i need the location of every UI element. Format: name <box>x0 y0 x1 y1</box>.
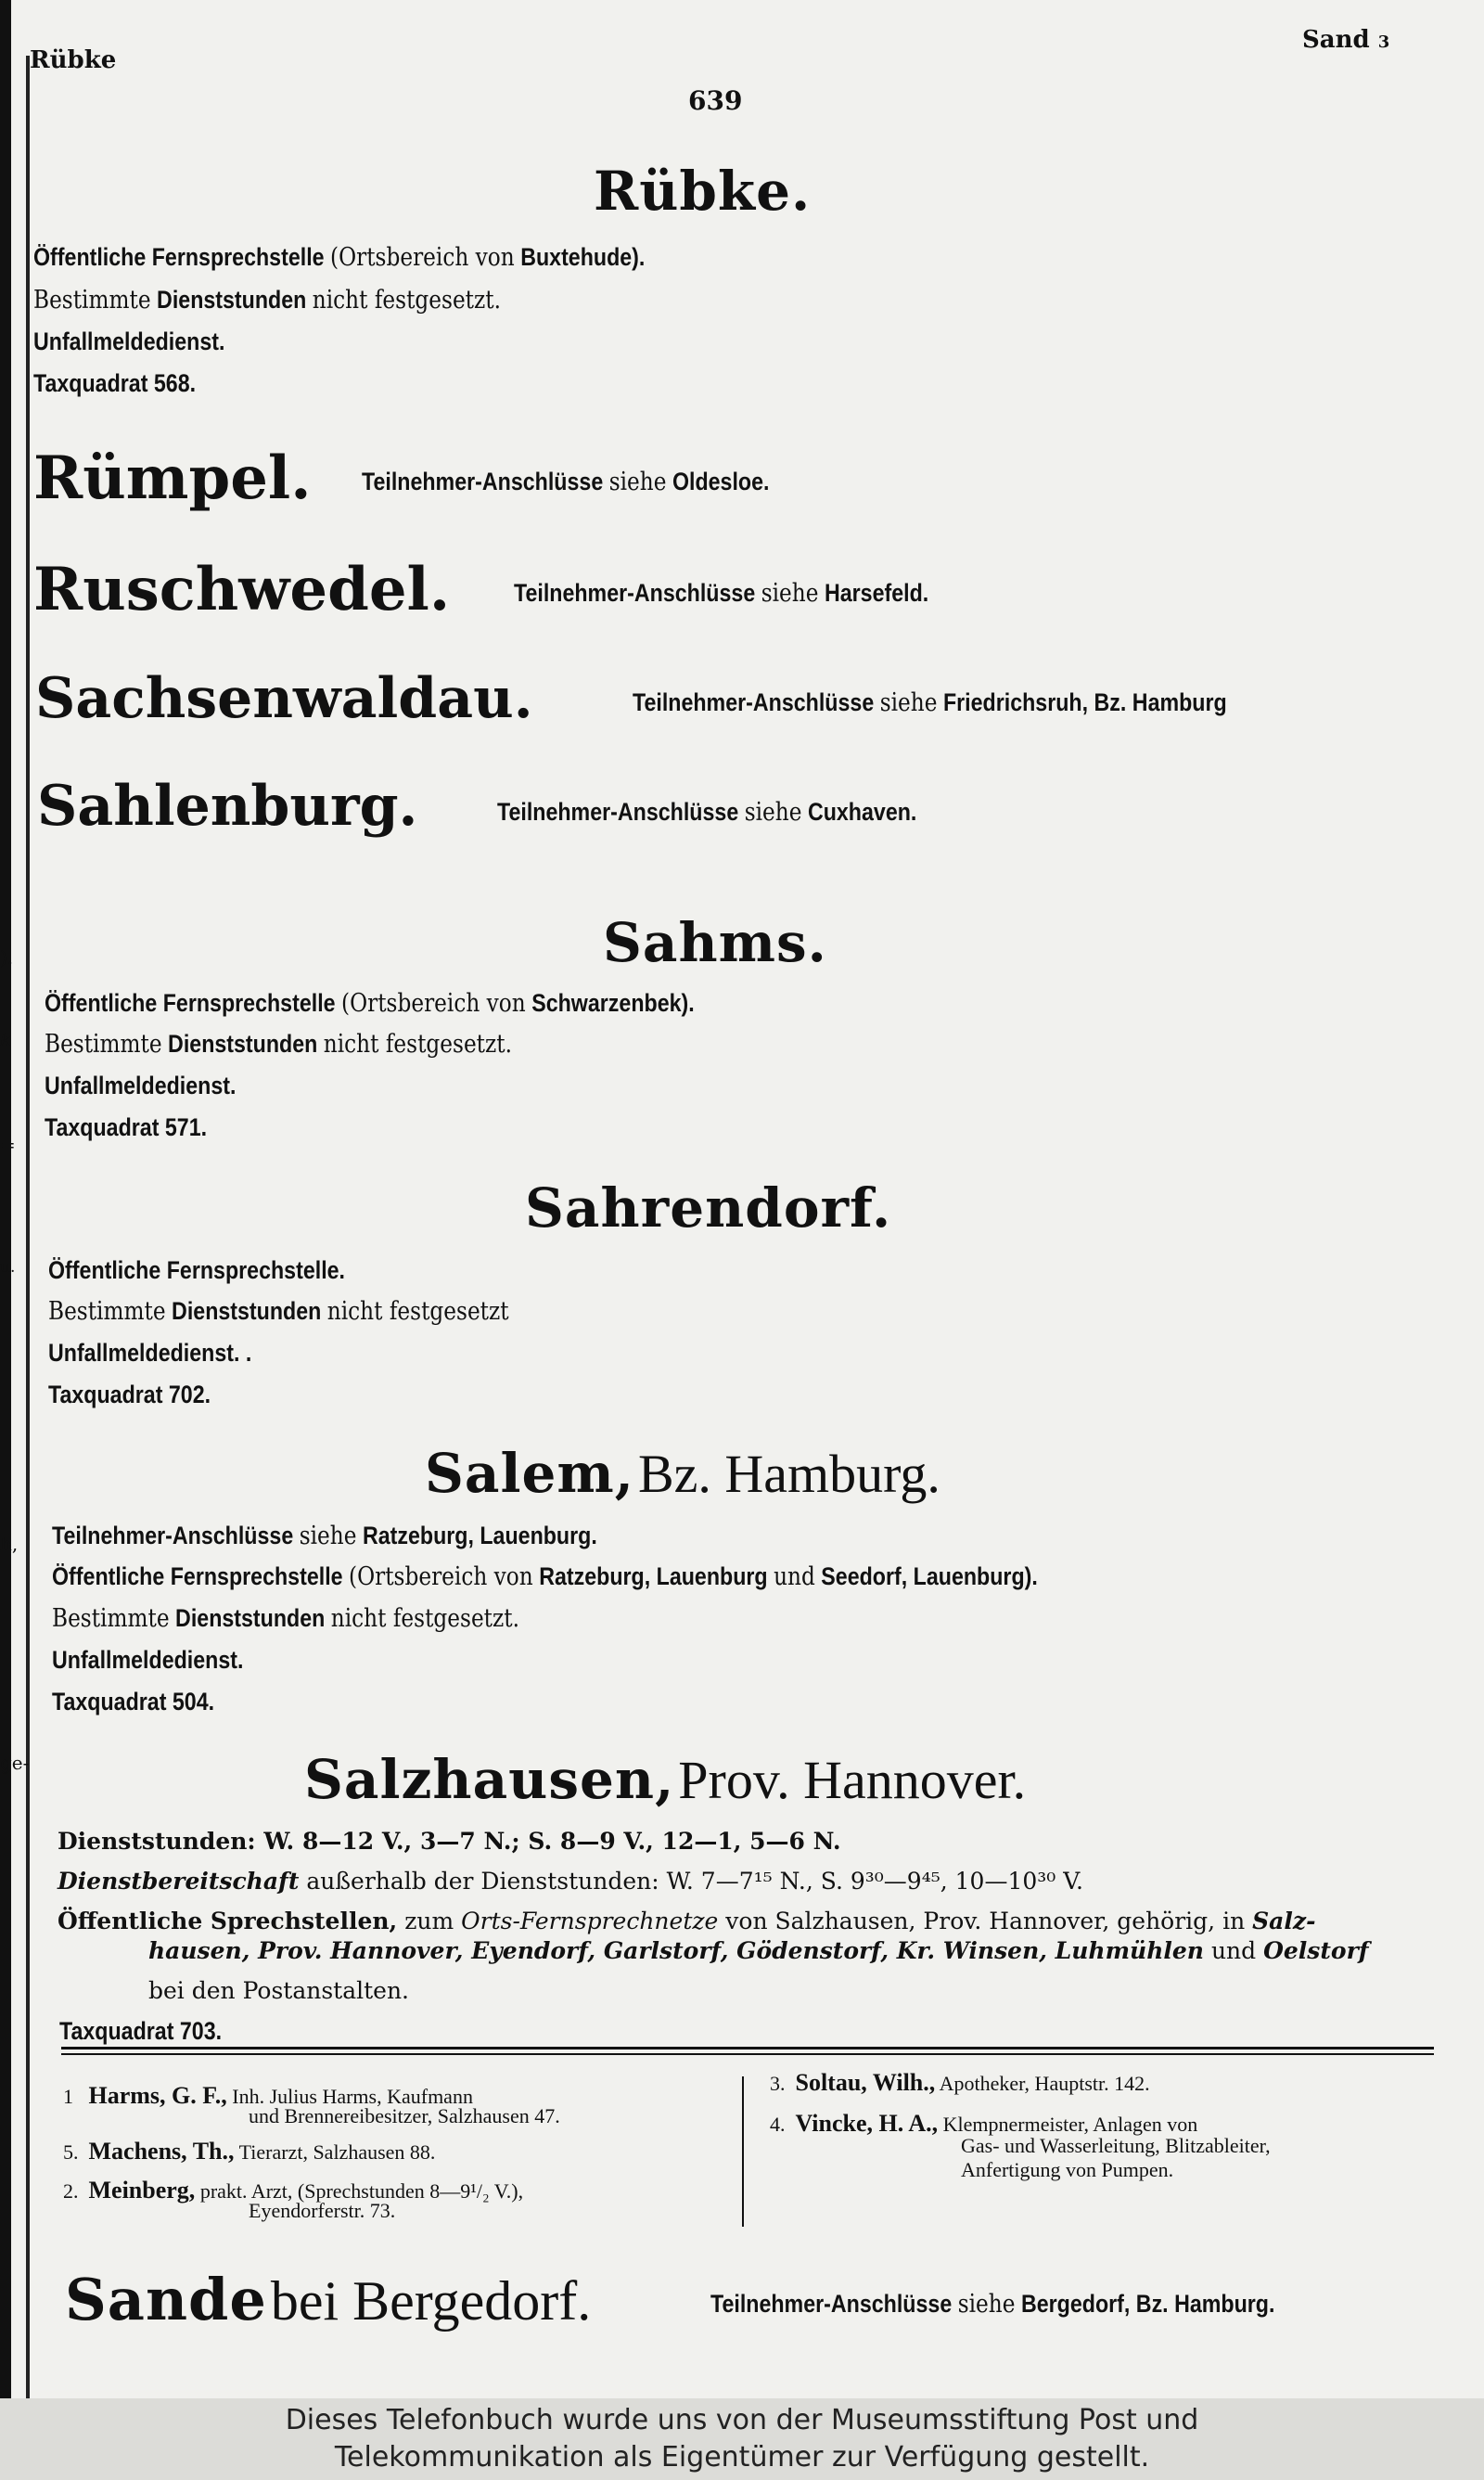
entry-heading-sahlenburg: Sahlenburg. <box>37 774 418 839</box>
salem-line-3: Bestimmte Dienststunden nicht festgesetzt. <box>52 1604 519 1633</box>
entry-subheading-salzhausen: Prov. Hannover. <box>678 1750 1027 1810</box>
salem-line-5: Taxquadrat 504. <box>52 1688 215 1715</box>
sahms-line-2: Bestimmte Dienststunden nicht festgesetzt. <box>45 1030 512 1059</box>
margin-note: k <box>0 1028 12 1050</box>
salem-line-1: Teilnehmer-Anschlüsse siehe Ratzeburg, Lauenburg. <box>52 1522 597 1550</box>
rubke-line-3: Unfallmeldedienst. <box>33 328 225 355</box>
salem-line-2: Öffentliche Fernsprechstelle (Ortsbereich von Ratzeburg, Lauenburg und Seedorf, Lauenburg). <box>52 1562 1038 1591</box>
rubke-line-2: Bestimmte Dienststunden nicht festgesetzt. <box>33 286 501 315</box>
margin-note: ge- <box>0 1752 30 1774</box>
sande-reference: Teilnehmer-Anschlüsse siehe Bergedorf, Bz. Hamburg. <box>710 2290 1275 2319</box>
entry-heading-salem: Salem, <box>425 1442 634 1505</box>
running-header-left: Rübke <box>30 46 117 74</box>
entry-ruschwedel <box>33 555 450 624</box>
list-item: 2. Meinberg, prakt. Arzt, (Sprechstunden 8—9¹/₂ V.), <box>63 2177 524 2204</box>
entry-subheading-salem: Bz. Hamburg. <box>637 1444 940 1504</box>
margin-note: = <box>0 1134 16 1156</box>
entry-salzhausen <box>304 1748 1026 1811</box>
salem-line-4: Unfallmeldedienst. <box>52 1646 244 1674</box>
entry-sachsenwaldau <box>35 666 533 731</box>
footer-line: Telekommunikation als Eigentümer zur Verfügung gestellt. <box>334 2441 1150 2474</box>
entry-rumpel <box>33 443 312 513</box>
list-item-continuation: Anfertigung von Pumpen. <box>961 2158 1174 2181</box>
sahrendorf-line-4: Taxquadrat 702. <box>48 1381 211 1408</box>
margin-note: u. <box>0 1258 16 1277</box>
sahms-line-3: Unfallmeldedienst. <box>45 1072 237 1099</box>
salzhausen-stations-1: Öffentliche Sprechstellen, zum Orts-Fernsprechnetze von Salzhausen, Prov. Hannover, gehörig, in Salz- <box>58 1908 1316 1934</box>
list-item: 5. Machens, Th., Tierarzt, Salzhausen 88. <box>63 2138 436 2165</box>
page-number: 639 <box>688 85 743 116</box>
entry-heading-sande: Sande <box>65 2266 267 2333</box>
margin-note: ). <box>0 946 14 969</box>
sahrendorf-line-2: Bestimmte Dienststunden nicht festgesetzt <box>48 1297 509 1326</box>
entry-heading-sachsenwaldau: Sachsenwaldau. <box>35 666 533 731</box>
margin-note: h, <box>0 1533 19 1555</box>
entry-salem <box>425 1442 940 1505</box>
salzhausen-office-hours: Dienststunden: W. 8—12 V., 3—7 N.; S. 8—9 V., 12—1, 5—6 N. <box>58 1828 841 1855</box>
table-top-rule <box>61 2053 1434 2055</box>
rumpel-reference: Teilnehmer-Anschlüsse siehe Oldesloe. <box>362 468 770 496</box>
running-header-right: Sand 3 <box>1302 26 1390 54</box>
entry-heading-sahrendorf: Sahrendorf. <box>525 1176 892 1240</box>
entry-heading-ruschwedel: Ruschwedel. <box>33 555 451 624</box>
sahrendorf-line-1: Öffentliche Fernsprechstelle. <box>48 1256 346 1284</box>
list-item: 3. Soltau, Wilh., Apotheker, Hauptstr. 142. <box>770 2069 1150 2096</box>
footer-line: Dieses Telefonbuch wurde uns von der Museumsstiftung Post und <box>285 2404 1199 2436</box>
entry-heading-salzhausen: Salzhausen, <box>304 1748 675 1811</box>
salzhausen-stations-2: hausen, Prov. Hannover, Eyendorf, Garlstorf, Gödenstorf, Kr. Winsen, Luhmühlen und Oelstorf <box>148 1937 1369 1964</box>
table-column-divider <box>742 2076 744 2227</box>
sachsenwaldau-reference: Teilnehmer-Anschlüsse siehe Friedrichsruh, Bz. Hamburg <box>633 688 1227 717</box>
sahms-line-4: Taxquadrat 571. <box>45 1113 208 1141</box>
rubke-line-4: Taxquadrat 568. <box>33 369 197 397</box>
entry-heading-rubke: Rübke. <box>594 160 812 223</box>
table-top-rule <box>61 2047 1434 2050</box>
entry-sahlenburg <box>37 774 417 839</box>
sahms-line-1: Öffentliche Fernsprechstelle (Ortsbereich von Schwarzenbek). <box>45 989 695 1018</box>
sahlenburg-reference: Teilnehmer-Anschlüsse siehe Cuxhaven. <box>497 798 917 827</box>
salzhausen-taxquadrat: Taxquadrat 703. <box>59 2017 223 2045</box>
list-item-continuation: Eyendorferstr. 73. <box>249 2199 396 2222</box>
page-edge-shadow <box>0 0 14 2398</box>
archive-credit-footer <box>0 2398 1484 2480</box>
salzhausen-stations-3: bei den Postanstalten. <box>148 1977 409 2004</box>
entry-heading-sahms: Sahms. <box>603 911 827 974</box>
entry-sande <box>65 2266 591 2333</box>
ruschwedel-reference: Teilnehmer-Anschlüsse siehe Harsefeld. <box>514 579 929 608</box>
entry-heading-rumpel: Rümpel. <box>33 443 312 513</box>
column-rule <box>26 56 30 2398</box>
salzhausen-standby: Dienstbereitschaft außerhalb der Dienststunden: W. 7—7¹⁵ N., S. 9³⁰—9⁴⁵, 10—10³⁰ V. <box>58 1868 1083 1895</box>
list-item-continuation: Gas- und Wasserleitung, Blitzableiter, <box>961 2134 1271 2157</box>
entry-subheading-sande: bei Bergedorf. <box>270 2270 592 2332</box>
list-item: 4. Vincke, H. A., Klempnermeister, Anlagen von <box>770 2110 1198 2137</box>
sahrendorf-line-3: Unfallmeldedienst. . <box>48 1339 252 1367</box>
list-item-continuation: und Brennereibesitzer, Salzhausen 47. <box>249 2104 560 2127</box>
list-item: 1 Harms, G. F., Inh. Julius Harms, Kaufmann <box>63 2082 473 2109</box>
rubke-line-1: Öffentliche Fernsprechstelle (Ortsbereich von Buxtehude). <box>33 243 646 272</box>
